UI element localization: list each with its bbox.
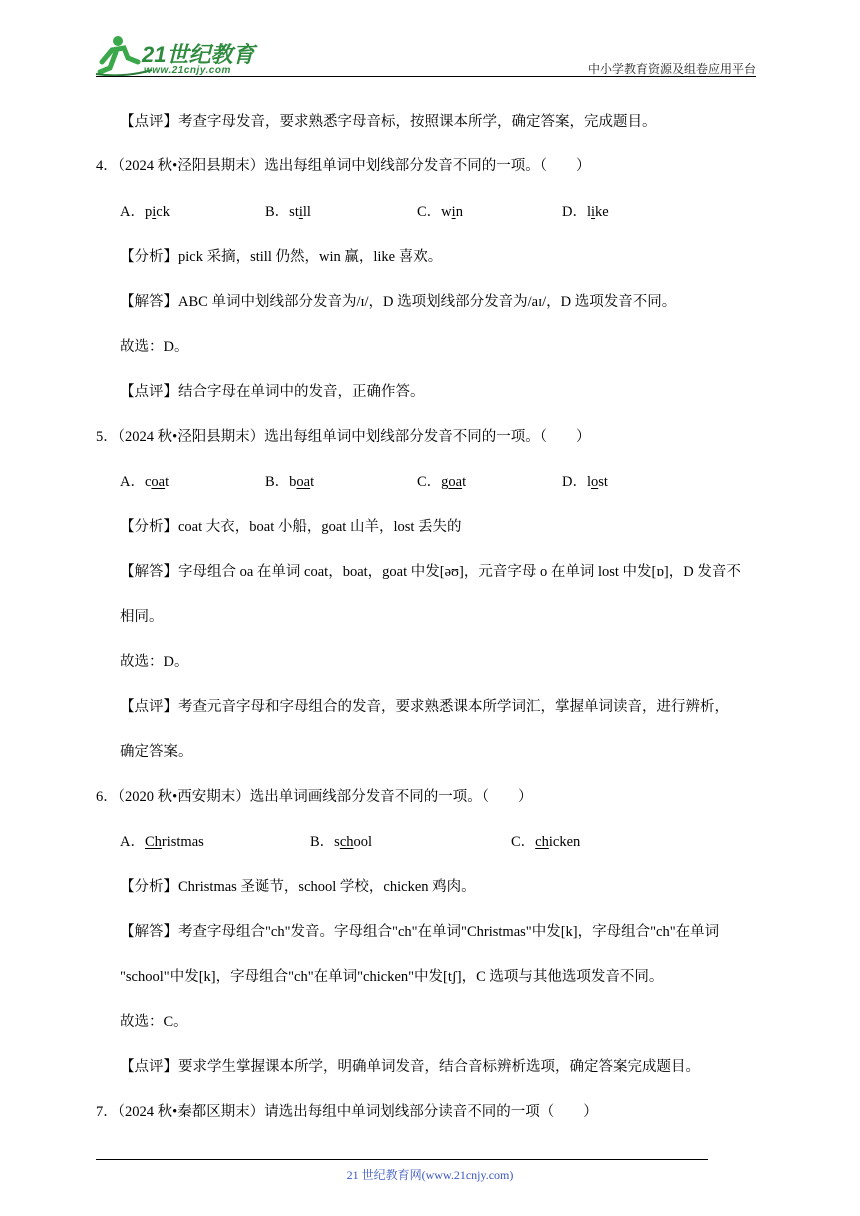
q5-answer-line-2: 相同。 [120,609,164,625]
footer-link[interactable]: 21 世纪教育网(www.21cnjy.com) [346,1168,514,1182]
question-6: 6．（2020 秋•西安期末）选出单词画线部分发音不同的一项。（ ） [96,789,533,805]
q6-analysis: 【分析】Christmas 圣诞节，school 学校，chicken 鸡肉。 [120,879,476,895]
header-divider [96,76,756,77]
q4-option-d: D．like [562,204,609,220]
q6-comment: 【点评】要求学生掌握课本所学，明确单词发音，结合音标辨析选项，确定答案完成题目。 [120,1059,700,1075]
q5-option-c: C．goat [417,474,467,490]
q4-option-a: A．pick [120,204,170,220]
platform-name: 中小学教育资源及组卷应用平台 [587,62,756,76]
q5-comment-line-1: 【点评】考查元音字母和字母组合的发音，要求熟悉课本所学词汇，掌握单词读音，进行辨析， [120,699,729,715]
q4-analysis: 【分析】pick 采摘，still 仍然，win 赢，like 喜欢。 [120,249,443,265]
q5-comment-line-2: 确定答案。 [120,744,193,760]
q5-choice: 故选：D。 [120,654,189,670]
q4-comment: 【点评】结合字母在单词中的发音，正确作答。 [120,384,425,400]
site-logo [94,32,260,80]
q5-option-d: D．lost [562,474,608,490]
q6-answer-line-2: "school"中发[k]，字母组合"ch"在单词"chicken"中发[tʃ]，C 选项与其他选项发音不同。 [120,969,664,985]
q6-option-a: A．Christmas [120,834,204,850]
q4-option-c: C．win [417,204,463,220]
q5-option-b: B．boat [265,474,315,490]
question-4: 4．（2024 秋•泾阳县期末）选出每组单词中划线部分发音不同的一项。（ ） [96,158,591,174]
q4-option-b: B．still [265,204,311,220]
question-5: 5．（2024 秋•泾阳县期末）选出每组单词中划线部分发音不同的一项。（ ） [96,429,591,445]
q6-option-b: B．school [310,834,373,850]
q6-option-c: C．chicken [511,834,581,850]
footer-divider [96,1159,708,1160]
q5-analysis: 【分析】coat 大衣，boat 小船，goat 山羊，lost 丢失的 [120,519,462,535]
q6-choice: 故选：C。 [120,1014,188,1030]
q4-answer: 【解答】ABC 单词中划线部分发音为/ɪ/，D 选项划线部分发音为/aɪ/，D 选项发音不同。 [120,294,677,310]
q5-option-a: A．coat [120,474,170,490]
logo-text: 21世纪教育 [142,42,255,67]
question-7: 7．（2024 秋•秦都区期末）请选出每组中单词划线部分读音不同的一项（ ） [96,1104,598,1120]
q4-choice: 故选：D。 [120,339,189,355]
q6-answer-line-1: 【解答】考查字母组合"ch"发音。字母组合"ch"在单词"Christmas"中发[k]，字母组合"ch"在单词 [120,924,720,940]
logo-url: www.21cnjy.com [144,65,231,76]
q3-dianping: 【点评】考查字母发音，要求熟悉字母音标，按照课本所学，确定答案，完成题目。 [120,114,657,130]
q5-answer-line-1: 【解答】字母组合 oa 在单词 coat，boat，goat 中发[əʊ]，元音字母 o 在单词 lost 中发[ɒ]，D 发音不 [120,564,741,580]
